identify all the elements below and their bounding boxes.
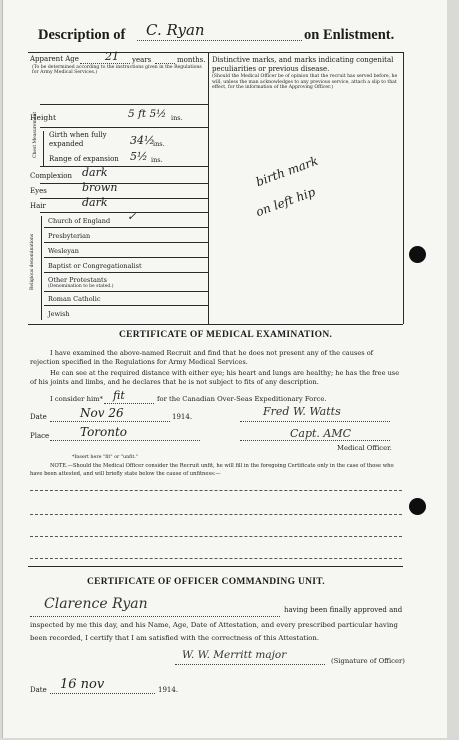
hair-rule [40, 212, 208, 213]
height-label: Height [30, 113, 57, 122]
eyes-value: brown [82, 181, 118, 194]
complexion-label: Complexion [30, 172, 72, 180]
medical-date-line [50, 421, 170, 422]
chest-measurement-label: Chest Measurement [33, 111, 38, 158]
fitness-value: fit [113, 389, 125, 402]
commanding-date-line [50, 693, 155, 694]
place-line [50, 440, 200, 441]
medical-officer-label: Medical Officer. [337, 444, 392, 452]
medical-date-value: Nov 26 [80, 406, 124, 420]
unfit-note: NOTE.—Should the Medical Officer consider the Recruit unfit, he will fill in the foregoing Certificate only in the case of those who have been attested, and will briefly state below the cause of unfitness:— [30, 463, 394, 477]
girth-label: Girth when fully expanded [49, 131, 107, 148]
months-label: months. [177, 56, 206, 64]
unfitness-line-1 [30, 490, 402, 491]
commanding-text-2: inspected by me this day, and his Name, Age, Date of Attestation, and every prescribed particular having [30, 621, 398, 629]
commanding-text-3: been recorded, I certify that I am satisfied with the correctness of this Attestation. [30, 634, 320, 642]
religion-rule-4 [44, 272, 208, 273]
range-unit: ins. [151, 156, 163, 164]
consider-prefix: I consider him* [50, 395, 103, 403]
religion-rule-3 [44, 257, 208, 258]
religion-other-protestants: Other Protestants [48, 276, 107, 284]
girth-unit: ins. [153, 140, 165, 148]
eyes-label: Eyes [30, 187, 47, 195]
complexion-value: dark [82, 166, 108, 179]
hair-value: dark [82, 196, 108, 209]
apparent-age-value: 21 [105, 50, 119, 63]
medical-paragraph-1: I have examined the above-named Recruit and find that he does not present any of the causes of rejection specified in the Regulations for Army Medical Services. [30, 349, 374, 366]
apparent-age-label: Apparent Age [30, 55, 79, 63]
religion-roman-catholic: Roman Catholic [48, 295, 101, 303]
commanding-officer-line [175, 664, 325, 665]
religion-jewish: Jewish [48, 310, 70, 318]
distinctive-marks-note: (Should the Medical Officer be of opinion that the recruit has served before, he will, unless the man acknowledges to any previous service, attach a slip to that effect, for the information of the Approving Officer.) [212, 74, 398, 91]
religion-rule-2 [44, 242, 208, 243]
medical-paragraph-2: He can see at the required distance with either eye; his heart and lungs are healthy; he has the free use of his joints and limbs, and he declares that he is not subject to fits of any description. [30, 369, 400, 386]
height-value: 5 ft 5½ [128, 108, 167, 120]
religion-checkmark: ✓ [127, 210, 137, 223]
medical-officer-line-2 [240, 440, 390, 441]
chest-bracket [43, 131, 44, 166]
commanding-date-label: Date [30, 686, 47, 694]
religion-rule-1 [44, 227, 208, 228]
range-label: Range of expansion [49, 155, 119, 163]
commanding-officer-signature: W. W. Merritt major [182, 649, 287, 661]
recruit-signature: Clarence Ryan [44, 596, 148, 612]
title-suffix: on Enlistment. [304, 27, 395, 43]
frame-right [403, 52, 404, 324]
header-rule [28, 52, 403, 53]
medical-certificate-heading: CERTIFICATE OF MEDICAL EXAMINATION. [119, 330, 333, 340]
girth-value: 34½ [130, 134, 155, 147]
medical-officer-signature: Fred W. Watts [263, 405, 341, 418]
measurement-box-top [40, 104, 208, 105]
place-value: Toronto [80, 425, 128, 439]
religion-rule-6 [44, 305, 208, 306]
medical-date-label: Date [30, 413, 47, 421]
binder-hole-top [409, 246, 426, 263]
hair-label: Hair [30, 202, 46, 210]
unfitness-line-3 [30, 536, 402, 537]
fitness-line [104, 403, 154, 404]
place-label: Place [30, 432, 50, 440]
religious-denominations-label: Religious denominations [30, 233, 35, 290]
chest-rule [40, 166, 208, 167]
years-label: years [132, 56, 152, 64]
religion-baptist: Baptist or Congregationalist [48, 262, 142, 270]
section-divider [28, 566, 403, 567]
religion-note: (Denomination to be stated.) [48, 284, 114, 289]
binder-hole-bottom [409, 498, 426, 515]
age-line [80, 63, 130, 64]
complexion-rule [40, 183, 208, 184]
column-divider [208, 52, 209, 324]
religion-rule-5 [44, 291, 208, 292]
recruit-name: C. Ryan [146, 21, 205, 39]
signature-of-officer-label: (Signature of Officer) [331, 657, 405, 665]
consider-suffix: for the Canadian Over-Seas Expeditionary Force. [157, 395, 327, 403]
name-line [137, 40, 302, 41]
eyes-rule [40, 198, 208, 199]
religion-bracket [41, 216, 42, 320]
medical-officer-rank: Capt. AMC [290, 427, 352, 440]
age-note: (To be determined according to the instructions given in the Regulations for Army Medical Services.) [32, 65, 202, 76]
unfitness-line-2 [30, 514, 402, 515]
title-prefix: Description of [38, 27, 126, 43]
recruit-signature-line [30, 616, 280, 617]
religion-wesleyan: Wesleyan [48, 247, 79, 255]
frame-bottom [28, 324, 403, 325]
commanding-text-1: having been finally approved and [284, 606, 403, 614]
religion-presbyterian: Presbyterian [48, 232, 91, 240]
distinctive-marks-line1: birth mark [254, 153, 321, 190]
commanding-certificate-heading: CERTIFICATE OF OFFICER COMMANDING UNIT. [87, 577, 325, 587]
distinctive-marks-title: Distinctive marks, and marks indicating congenital peculiarities or previous disease. [212, 56, 394, 73]
commanding-date-value: 16 nov [60, 677, 105, 692]
medical-year: 1914. [172, 413, 193, 421]
fit-unfit-footnote: *Insert here "fit" or "unfit." [72, 455, 139, 460]
distinctive-marks-line2: on left hip [254, 184, 318, 220]
months-line [155, 63, 175, 64]
medical-officer-line-1 [240, 421, 390, 422]
unfitness-line-4 [30, 558, 402, 559]
height-unit: ins. [171, 114, 183, 122]
religion-church-of-england: Church of England [48, 217, 111, 225]
commanding-year: 1914. [158, 686, 179, 694]
range-value: 5½ [130, 150, 148, 163]
height-rule [40, 127, 208, 128]
